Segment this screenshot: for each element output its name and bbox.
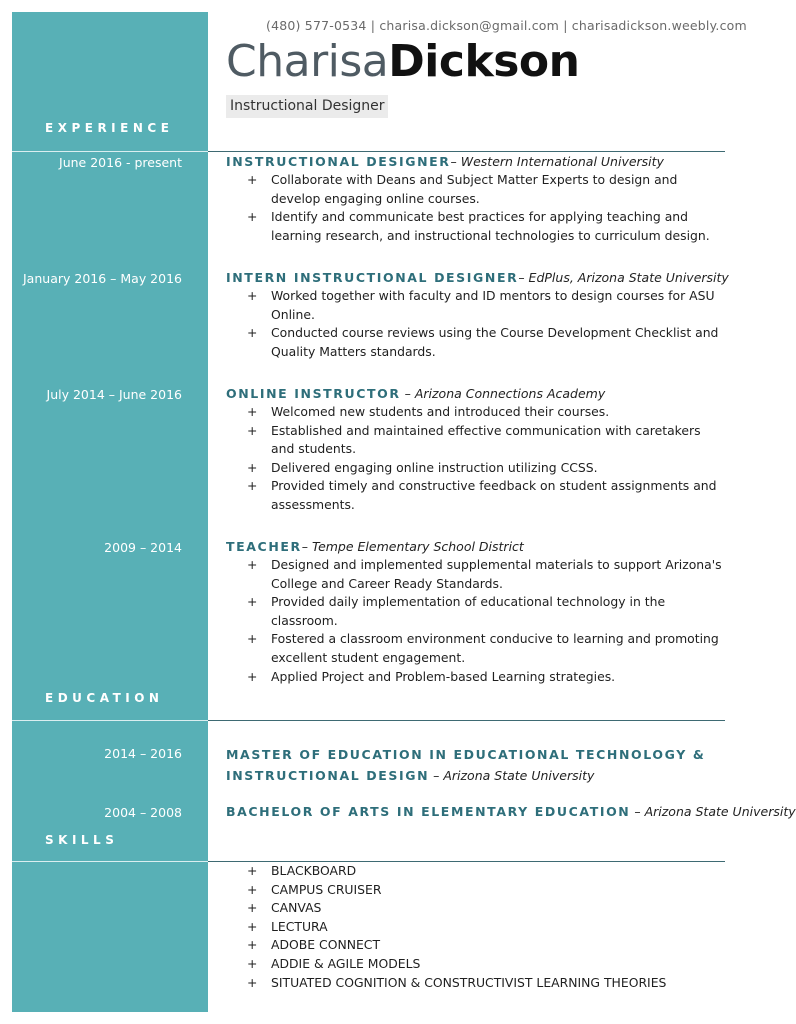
list-item: + LECTURA <box>226 918 726 937</box>
section-heading-experience: EXPERIENCE <box>45 121 174 135</box>
education-date: 2014 – 2016 <box>104 746 182 761</box>
plus-icon: + <box>247 900 258 916</box>
last-name: Dickson <box>388 36 580 87</box>
job-title: TEACHER <box>226 539 302 554</box>
list-item: + Established and maintained effective communication with caretakers and students. <box>247 422 701 457</box>
degree-title-line <box>226 744 726 765</box>
experience-date: January 2016 – May 2016 <box>23 271 182 286</box>
list-item: + Worked together with faculty and ID mentors to design courses for ASU Online. <box>247 288 715 322</box>
job-title: INSTRUCTIONAL DESIGNER <box>226 154 451 169</box>
list-item: + Fostered a classroom environment conducive to learning and promoting excellent student engagement. <box>247 631 719 665</box>
full-name <box>226 34 579 90</box>
section-divider <box>12 720 208 721</box>
section-heading-education: EDUCATION <box>45 691 164 705</box>
list-item: + Conducted course reviews using the Course Development Checklist and Quality Matters standards. <box>247 325 719 359</box>
education-date: 2004 – 2008 <box>104 805 182 820</box>
experience-entry <box>226 153 726 245</box>
experience-date: July 2014 – June 2016 <box>46 387 182 402</box>
list-item: + Delivered engaging online instruction utilizing CCSS. <box>226 459 726 478</box>
plus-icon: + <box>247 974 258 990</box>
plus-icon: + <box>247 668 258 684</box>
experience-entry <box>226 385 726 515</box>
job-subtitle: Instructional Designer <box>226 95 388 118</box>
organization: – Tempe Elementary School District <box>301 539 524 554</box>
institution: – Arizona State University <box>429 768 595 783</box>
list-item: + Identify and communicate best practices for applying teaching and learning research, and instructional technologies to curriculum design. <box>247 209 710 243</box>
bullet-list <box>226 171 726 245</box>
list-item: + CANVAS <box>226 899 726 918</box>
plus-icon: + <box>247 881 258 897</box>
section-divider <box>12 861 208 862</box>
education-entry <box>226 744 726 786</box>
list-item: + BLACKBOARD <box>226 862 726 881</box>
list-item: + ADDIE & AGILE MODELS <box>226 955 726 974</box>
plus-icon: + <box>247 478 258 494</box>
experience-title-line <box>226 385 726 403</box>
experience-date: June 2016 - present <box>59 155 182 170</box>
contact-info: (480) 577-0534 | charisa.dickson@gmail.com | charisadickson.weebly.com <box>266 18 747 33</box>
plus-icon: + <box>247 631 258 647</box>
list-item: + Provided daily implementation of educational technology in the classroom. <box>247 594 666 628</box>
section-divider <box>208 720 725 721</box>
plus-icon: + <box>247 209 258 225</box>
plus-icon: + <box>247 404 258 419</box>
list-item: + ADOBE CONNECT <box>226 936 726 955</box>
section-heading-skills: SKILLS <box>45 833 119 847</box>
institution: – Arizona State University <box>630 804 796 819</box>
degree-title: MASTER OF EDUCATION IN EDUCATIONAL TECHNOLOGY & <box>226 747 706 762</box>
list-item: + Collaborate with Deans and Subject Matter Experts to design and develop engaging online courses. <box>247 172 678 206</box>
experience-title-line <box>226 269 729 287</box>
bullet-list <box>226 403 726 515</box>
degree-title: BACHELOR OF ARTS IN ELEMENTARY EDUCATION <box>226 804 631 819</box>
plus-icon: + <box>247 594 258 610</box>
list-item: + Designed and implemented supplemental materials to support Arizona's College and Career Ready Standards. <box>247 557 722 591</box>
plus-icon: + <box>247 459 258 475</box>
degree-title-line <box>226 803 796 821</box>
plus-icon: + <box>247 918 258 934</box>
plus-icon: + <box>247 172 258 187</box>
section-divider <box>208 151 725 152</box>
plus-icon: + <box>247 557 258 572</box>
experience-entry <box>226 269 729 361</box>
organization: – EdPlus, Arizona State University <box>518 270 729 285</box>
list-item: + Welcomed new students and introduced their courses. <box>226 403 726 422</box>
experience-entry <box>226 538 726 686</box>
plus-icon: + <box>247 325 258 341</box>
organization: – Arizona Connections Academy <box>400 386 606 401</box>
list-item: + Applied Project and Problem-based Learning strategies. <box>226 668 726 687</box>
degree-title: INSTRUCTIONAL DESIGN <box>226 768 430 783</box>
skills-list <box>226 862 726 992</box>
organization: – Western International University <box>450 154 664 169</box>
plus-icon: + <box>247 955 258 971</box>
job-title: INTERN INSTRUCTIONAL DESIGNER <box>226 270 519 285</box>
plus-icon: + <box>247 863 258 878</box>
job-title: ONLINE INSTRUCTOR <box>226 386 401 401</box>
first-name: Charisa <box>226 36 389 87</box>
plus-icon: + <box>247 288 258 303</box>
bullet-list <box>226 556 726 686</box>
degree-title-line <box>226 765 726 786</box>
skills-entry <box>226 862 726 992</box>
experience-date: 2009 – 2014 <box>104 540 182 555</box>
list-item: + CAMPUS CRUISER <box>226 881 726 900</box>
list-item: + Provided timely and constructive feedback on student assignments and assessments. <box>247 478 717 512</box>
experience-title-line <box>226 153 726 171</box>
plus-icon: + <box>247 422 258 438</box>
experience-title-line <box>226 538 726 556</box>
bullet-list <box>226 287 726 361</box>
plus-icon: + <box>247 937 258 953</box>
list-item: + SITUATED COGNITION & CONSTRUCTIVIST LEARNING THEORIES <box>226 974 726 993</box>
section-divider <box>12 151 208 152</box>
education-entry <box>226 803 796 821</box>
